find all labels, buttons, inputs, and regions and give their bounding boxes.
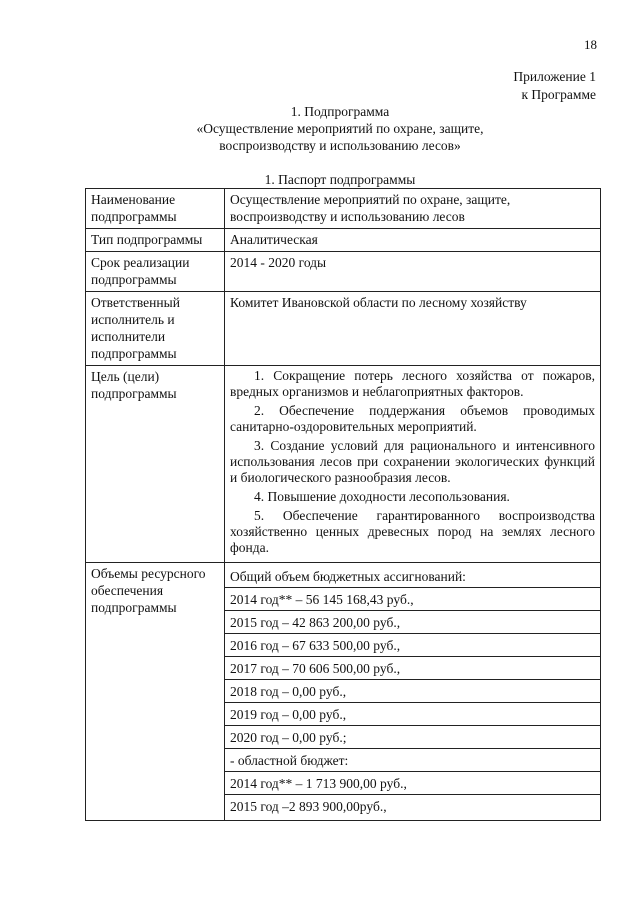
funding-line: 2017 год – 70 606 500,00 руб.,: [225, 657, 600, 680]
goal-item: 3. Создание условий для рационального и интенсивного использования лесов при сохранении экологических функций и биологического разнообразия лесов.: [230, 438, 595, 485]
table-row-funding: [86, 563, 601, 821]
subprogram-heading: [40, 103, 640, 154]
heading-line-3: воспроизводству и использованию лесов»: [219, 138, 461, 153]
goal-item: 2. Обеспечение поддержания объемов проводимых санитарно-оздоровительных мероприятий.: [230, 403, 595, 434]
goal-item: 1. Сокращение потерь лесного хозяйства от пожаров, вредных организмов и неблагоприятных факторов.: [230, 368, 595, 399]
funding-line: - областной бюджет:: [225, 749, 600, 772]
row-value: Аналитическая: [225, 229, 601, 252]
row-label: Ответственный исполнитель и исполнители подпрограммы: [86, 292, 225, 366]
goals-list: [225, 366, 601, 563]
funding-line: 2015 год – 42 863 200,00 руб.,: [225, 611, 600, 634]
funding-line: 2014 год** – 1 713 900,00 руб.,: [225, 772, 600, 795]
goal-item: 5. Обеспечение гарантированного воспроизводства хозяйственно ценных древесных пород на землях лесного фонда.: [230, 508, 595, 555]
goal-item: 4. Повышение доходности лесопользования.: [254, 489, 510, 504]
table-row-executor: [86, 292, 601, 366]
funding-line: 2018 год – 0,00 руб.,: [225, 680, 600, 703]
appendix-line-2: к Программе: [521, 87, 596, 102]
table-row-name: [86, 189, 601, 229]
appendix-line-1: Приложение 1: [513, 69, 596, 84]
funding-list: [225, 563, 601, 821]
row-label: Срок реализации подпрограммы: [86, 252, 225, 292]
page-number: 18: [584, 37, 597, 52]
funding-line: 2020 год – 0,00 руб.;: [225, 726, 600, 749]
table-row-period: [86, 252, 601, 292]
funding-line: 2016 год – 67 633 500,00 руб.,: [225, 634, 600, 657]
row-value: 2014 - 2020 годы: [225, 252, 601, 292]
funding-line: 2019 год – 0,00 руб.,: [225, 703, 600, 726]
funding-line: 2015 год –2 893 900,00руб.,: [230, 799, 387, 814]
appendix-note: [400, 68, 596, 104]
table-row-goals: [86, 366, 601, 563]
funding-line: 2014 год** – 56 145 168,43 руб.,: [225, 588, 600, 611]
row-value: Осуществление мероприятий по охране, защите, воспроизводству и использованию лесов: [225, 189, 601, 229]
passport-table: [85, 188, 601, 821]
row-value: Комитет Ивановской области по лесному хозяйству: [225, 292, 601, 366]
heading-line-2: «Осуществление мероприятий по охране, защите,: [196, 121, 484, 136]
row-label: Наименование подпрограммы: [86, 189, 225, 229]
table-caption: 1. Паспорт подпрограммы: [264, 172, 416, 187]
funding-line: Общий объем бюджетных ассигнований:: [225, 565, 600, 588]
heading-line-1: 1. Подпрограмма: [290, 104, 390, 119]
row-label: Цель (цели) подпрограммы: [86, 366, 225, 563]
table-row-type: [86, 229, 601, 252]
row-label: Тип подпрограммы: [86, 229, 225, 252]
row-label: Объемы ресурсного обеспечения подпрограммы: [86, 563, 225, 821]
